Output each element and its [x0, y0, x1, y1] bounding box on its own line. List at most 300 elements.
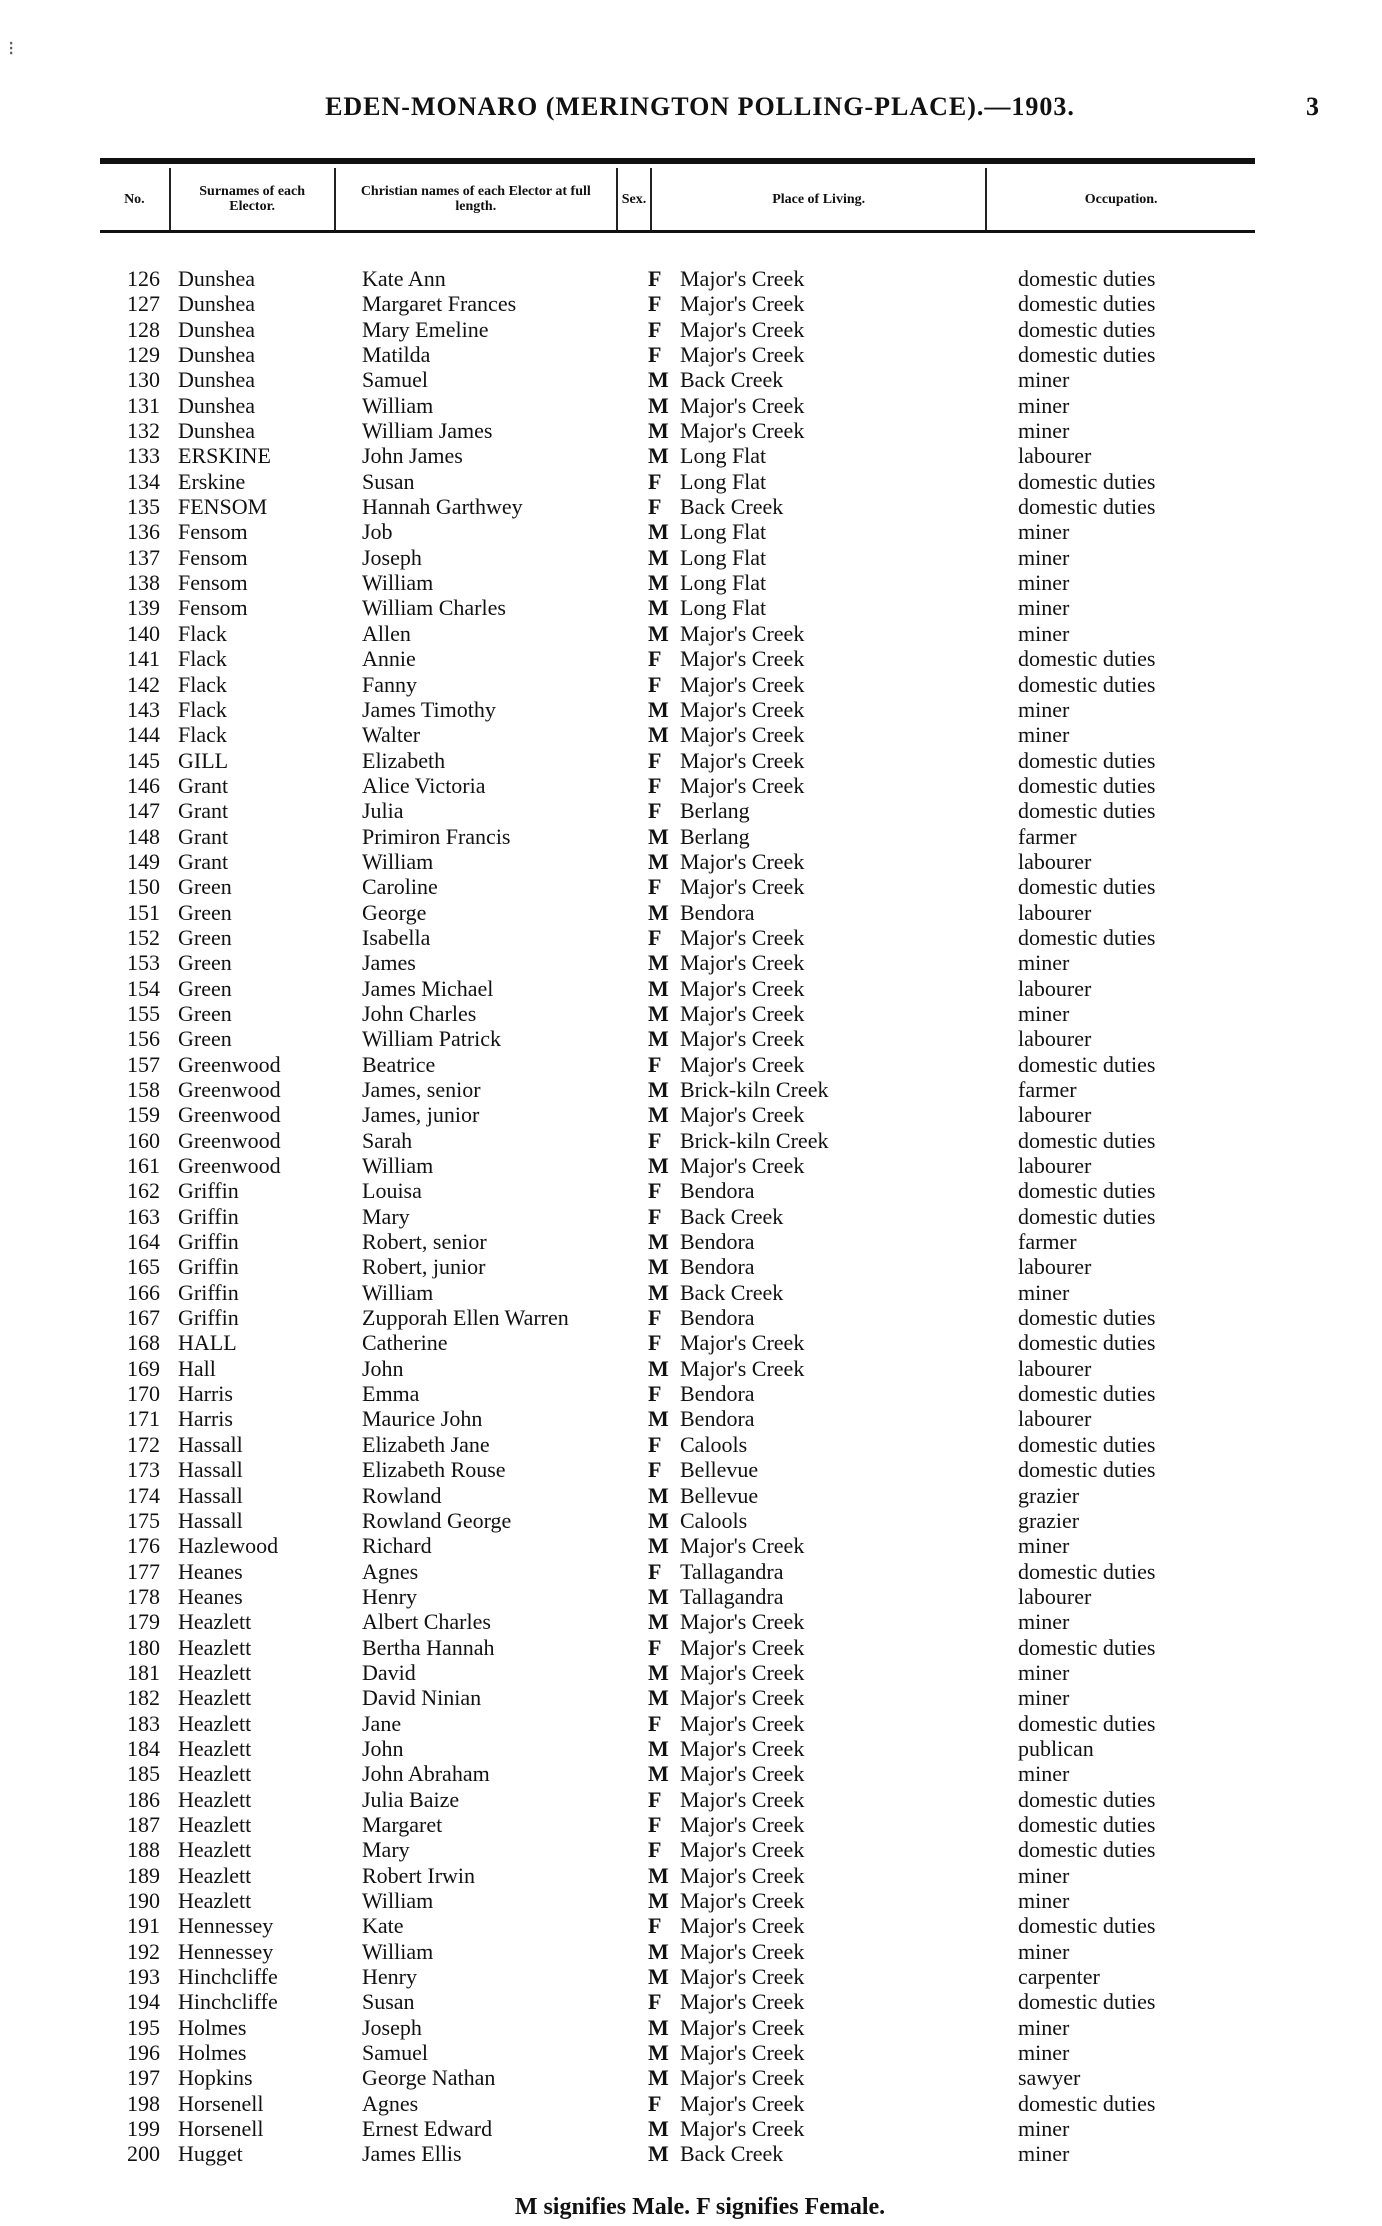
- elector-surname: Greenwood: [178, 1102, 281, 1128]
- elector-sex: M: [648, 1583, 669, 1609]
- elector-occupation: domestic duties: [1018, 1710, 1156, 1736]
- elector-number: 189: [127, 1862, 160, 1888]
- elector-place: Major's Creek: [680, 1685, 805, 1711]
- elector-christian-names: Julia Baize: [362, 1786, 460, 1812]
- table-row: [100, 570, 1255, 595]
- elector-christian-names: Alice Victoria: [362, 772, 486, 798]
- elector-sex: M: [648, 899, 669, 925]
- elector-occupation: domestic duties: [1018, 1178, 1156, 1204]
- header-occupation: Occupation.: [1084, 191, 1158, 207]
- elector-surname: Heazlett: [178, 1659, 252, 1685]
- elector-christian-names: Emma: [362, 1381, 420, 1407]
- elector-sex: M: [648, 1482, 669, 1508]
- elector-place: Tallagandra: [680, 1558, 784, 1584]
- elector-occupation: miner: [1018, 620, 1070, 646]
- elector-surname: Harris: [178, 1406, 233, 1432]
- elector-surname: Greenwood: [178, 1051, 281, 1077]
- elector-number: 159: [127, 1102, 160, 1128]
- elector-surname: Grant: [178, 772, 229, 798]
- table-row: [100, 1483, 1255, 1508]
- table-row: [100, 2141, 1255, 2166]
- elector-christian-names: Samuel: [362, 367, 428, 393]
- elector-sex: M: [648, 2040, 669, 2066]
- elector-surname: Hugget: [178, 2141, 243, 2167]
- table-row: [100, 469, 1255, 494]
- elector-number: 134: [127, 468, 160, 494]
- elector-christian-names: Susan: [362, 468, 415, 494]
- elector-surname: Greenwood: [178, 1077, 281, 1102]
- elector-number: 199: [127, 2116, 160, 2142]
- elector-number: 177: [127, 1558, 160, 1584]
- elector-sex: M: [648, 1229, 669, 1255]
- elector-occupation: farmer: [1018, 823, 1077, 849]
- elector-christian-names: William: [362, 1938, 434, 1964]
- elector-surname: Greenwood: [178, 1153, 281, 1179]
- elector-sex: M: [648, 722, 669, 748]
- elector-surname: Greenwood: [178, 1127, 281, 1153]
- table-row: [100, 1305, 1255, 1330]
- table-row: [100, 1888, 1255, 1913]
- elector-christian-names: William Patrick: [362, 1026, 502, 1052]
- elector-place: Major's Creek: [680, 2090, 805, 2116]
- elector-christian-names: Richard: [362, 1533, 432, 1559]
- elector-occupation: farmer: [1018, 1077, 1077, 1102]
- table-row: [100, 2040, 1255, 2065]
- elector-surname: Hall: [178, 1355, 216, 1381]
- elector-occupation: domestic duties: [1018, 1203, 1156, 1229]
- elector-number: 148: [127, 823, 160, 849]
- elector-occupation: domestic duties: [1018, 924, 1156, 950]
- elector-occupation: labourer: [1018, 1254, 1092, 1280]
- elector-place: Back Creek: [680, 494, 784, 520]
- elector-number: 152: [127, 924, 160, 950]
- elector-sex: F: [648, 798, 662, 824]
- elector-sex: F: [648, 1913, 662, 1939]
- elector-number: 145: [127, 747, 160, 773]
- elector-sex: F: [648, 1989, 662, 2015]
- elector-place: Bendora: [680, 1254, 755, 1280]
- table-row: [100, 2015, 1255, 2040]
- table-row: [100, 418, 1255, 443]
- elector-place: Long Flat: [680, 468, 767, 494]
- elector-number: 161: [127, 1153, 160, 1179]
- header-rule: [100, 158, 1255, 164]
- elector-sex: M: [648, 975, 669, 1001]
- elector-occupation: labourer: [1018, 1583, 1092, 1609]
- elector-number: 195: [127, 2014, 160, 2040]
- elector-surname: Griffin: [178, 1279, 239, 1305]
- table-row: [100, 798, 1255, 823]
- elector-occupation: grazier: [1018, 1507, 1080, 1533]
- elector-number: 198: [127, 2090, 160, 2116]
- elector-sex: M: [648, 620, 669, 646]
- elector-number: 135: [127, 494, 160, 520]
- header-christian: Christian names of each Elector at full length.: [336, 168, 618, 230]
- elector-number: 153: [127, 950, 160, 976]
- elector-occupation: domestic duties: [1018, 1457, 1156, 1483]
- table-row: [100, 1406, 1255, 1431]
- table-row: [100, 1584, 1255, 1609]
- elector-surname: Holmes: [178, 2014, 247, 2040]
- elector-place: Major's Creek: [680, 696, 805, 722]
- elector-occupation: miner: [1018, 1279, 1070, 1305]
- table-row: [100, 2116, 1255, 2141]
- elector-number: 162: [127, 1178, 160, 1204]
- elector-sex: F: [648, 671, 662, 697]
- elector-sex: M: [648, 519, 669, 545]
- elector-place: Long Flat: [680, 544, 767, 570]
- elector-place: Bellevue: [680, 1457, 759, 1483]
- elector-occupation: miner: [1018, 2141, 1070, 2167]
- elector-sex: M: [648, 696, 669, 722]
- elector-surname: Green: [178, 1026, 232, 1052]
- elector-christian-names: Margaret Frances: [362, 291, 517, 317]
- elector-christian-names: Zupporah Ellen Warren: [362, 1305, 569, 1331]
- elector-surname: Heazlett: [178, 1685, 252, 1711]
- elector-sex: F: [648, 924, 662, 950]
- elector-christian-names: James, senior: [362, 1077, 481, 1102]
- table-row: [100, 1254, 1255, 1279]
- elector-occupation: domestic duties: [1018, 494, 1156, 520]
- elector-number: 132: [127, 418, 160, 444]
- elector-place: Major's Creek: [680, 646, 805, 672]
- table-row: [100, 1001, 1255, 1026]
- elector-christian-names: Susan: [362, 1989, 415, 2015]
- elector-sex: F: [648, 1127, 662, 1153]
- table-row: [100, 1787, 1255, 1812]
- elector-surname: Hinchcliffe: [178, 1989, 278, 2015]
- elector-place: Bendora: [680, 1178, 755, 1204]
- elector-occupation: miner: [1018, 519, 1070, 545]
- elector-place: Bendora: [680, 899, 755, 925]
- elector-number: 184: [127, 1735, 160, 1761]
- header-surname: Surnames of each Elector.: [171, 168, 336, 230]
- elector-number: 176: [127, 1533, 160, 1559]
- elector-place: Major's Creek: [680, 1634, 805, 1660]
- elector-place: Major's Creek: [680, 1533, 805, 1559]
- elector-number: 165: [127, 1254, 160, 1280]
- elector-occupation: domestic duties: [1018, 1330, 1156, 1356]
- table-row: [100, 1913, 1255, 1938]
- elector-christian-names: Rowland: [362, 1482, 442, 1508]
- table-row: [100, 1330, 1255, 1355]
- elector-place: Major's Creek: [680, 722, 805, 748]
- elector-number: 169: [127, 1355, 160, 1381]
- elector-sex: M: [648, 1279, 669, 1305]
- elector-occupation: labourer: [1018, 848, 1092, 874]
- elector-christian-names: Julia: [362, 798, 404, 824]
- elector-surname: Hassall: [178, 1482, 243, 1508]
- elector-number: 197: [127, 2065, 160, 2091]
- elector-surname: Heazlett: [178, 1634, 252, 1660]
- elector-number: 144: [127, 722, 160, 748]
- elector-occupation: domestic duties: [1018, 1786, 1156, 1812]
- elector-occupation: miner: [1018, 1685, 1070, 1711]
- elector-number: 185: [127, 1761, 160, 1787]
- elector-place: Long Flat: [680, 443, 767, 469]
- elector-christian-names: Beatrice: [362, 1051, 436, 1077]
- elector-number: 178: [127, 1583, 160, 1609]
- elector-occupation: miner: [1018, 2040, 1070, 2066]
- elector-christian-names: John Charles: [362, 1000, 477, 1026]
- page-title: EDEN-MONARO (MERINGTON POLLING-PLACE).—1903.: [325, 92, 1075, 121]
- elector-surname: Dunshea: [178, 367, 255, 393]
- elector-number: 150: [127, 874, 160, 900]
- elector-christian-names: Robert Irwin: [362, 1862, 476, 1888]
- elector-number: 139: [127, 595, 160, 621]
- elector-place: Bendora: [680, 1229, 755, 1255]
- elector-place: Major's Creek: [680, 874, 805, 900]
- elector-christian-names: Annie: [362, 646, 416, 672]
- elector-occupation: domestic duties: [1018, 798, 1156, 824]
- elector-sex: F: [648, 1558, 662, 1584]
- elector-place: Calools: [680, 1431, 748, 1457]
- elector-occupation: domestic duties: [1018, 1913, 1156, 1939]
- elector-christian-names: James: [362, 950, 416, 976]
- elector-occupation: miner: [1018, 1888, 1070, 1913]
- elector-christian-names: William: [362, 1279, 434, 1305]
- elector-occupation: miner: [1018, 1659, 1070, 1685]
- table-row: [100, 621, 1255, 646]
- elector-christian-names: William James: [362, 418, 493, 444]
- elector-christian-names: David Ninian: [362, 1685, 482, 1711]
- elector-christian-names: James Michael: [362, 975, 494, 1001]
- elector-christian-names: Kate: [362, 1913, 404, 1939]
- elector-surname: Dunshea: [178, 291, 255, 317]
- elector-place: Major's Creek: [680, 2116, 805, 2142]
- elector-surname: Hopkins: [178, 2065, 253, 2091]
- elector-place: Major's Creek: [680, 747, 805, 773]
- elector-number: 190: [127, 1888, 160, 1913]
- elector-sex: M: [648, 1761, 669, 1787]
- elector-sex: F: [648, 1178, 662, 1204]
- elector-place: Tallagandra: [680, 1583, 784, 1609]
- elector-surname: Flack: [178, 620, 227, 646]
- elector-surname: Fensom: [178, 519, 248, 545]
- elector-place: Major's Creek: [680, 1989, 805, 2015]
- elector-sex: M: [648, 1938, 669, 1964]
- table-row: [100, 1609, 1255, 1634]
- elector-number: 151: [127, 899, 160, 925]
- table-row: [100, 1153, 1255, 1178]
- elector-occupation: domestic duties: [1018, 772, 1156, 798]
- elector-place: Berlang: [680, 798, 750, 824]
- elector-occupation: domestic duties: [1018, 1558, 1156, 1584]
- table-row: [100, 291, 1255, 316]
- elector-occupation: domestic duties: [1018, 1051, 1156, 1077]
- elector-occupation: domestic duties: [1018, 316, 1156, 342]
- elector-place: Bendora: [680, 1305, 755, 1331]
- elector-christian-names: Mary: [362, 1837, 410, 1863]
- table-header: [100, 168, 1255, 233]
- elector-number: 146: [127, 772, 160, 798]
- elector-sex: F: [648, 1786, 662, 1812]
- table-row: [100, 2091, 1255, 2116]
- elector-occupation: domestic duties: [1018, 2090, 1156, 2116]
- elector-occupation: miner: [1018, 570, 1070, 596]
- elector-number: 163: [127, 1203, 160, 1229]
- elector-sex: F: [648, 1381, 662, 1407]
- table-row: [100, 1280, 1255, 1305]
- elector-number: 126: [127, 266, 160, 291]
- table-row: [100, 824, 1255, 849]
- elector-occupation: labourer: [1018, 1355, 1092, 1381]
- elector-place: Calools: [680, 1507, 748, 1533]
- elector-occupation: miner: [1018, 1938, 1070, 1964]
- header-place: Place of Living.: [652, 168, 987, 230]
- elector-number: 193: [127, 1964, 160, 1990]
- elector-number: 171: [127, 1406, 160, 1432]
- elector-occupation: labourer: [1018, 1102, 1092, 1128]
- elector-christian-names: John James: [362, 443, 463, 469]
- elector-christian-names: Job: [362, 519, 393, 545]
- elector-surname: ERSKINE: [178, 443, 271, 469]
- elector-sex: M: [648, 1254, 669, 1280]
- elector-christian-names: Albert Charles: [362, 1609, 491, 1635]
- elector-surname: Heazlett: [178, 1837, 252, 1863]
- elector-number: 155: [127, 1000, 160, 1026]
- elector-place: Major's Creek: [680, 316, 805, 342]
- elector-place: Major's Creek: [680, 772, 805, 798]
- table-row: [100, 1102, 1255, 1127]
- elector-christian-names: Robert, junior: [362, 1254, 486, 1280]
- elector-sex: M: [648, 2065, 669, 2091]
- elector-number: 200: [127, 2141, 160, 2167]
- elector-christian-names: Matilda: [362, 342, 431, 368]
- elector-surname: Flack: [178, 696, 227, 722]
- elector-place: Major's Creek: [680, 1330, 805, 1356]
- elector-surname: Hassall: [178, 1431, 243, 1457]
- elector-christian-names: William: [362, 1888, 434, 1913]
- elector-number: 137: [127, 544, 160, 570]
- elector-number: 136: [127, 519, 160, 545]
- elector-christian-names: Mary: [362, 1203, 410, 1229]
- elector-surname: Fensom: [178, 595, 248, 621]
- table-row: [100, 874, 1255, 899]
- elector-place: Major's Creek: [680, 1102, 805, 1128]
- elector-occupation: miner: [1018, 722, 1070, 748]
- table-row: [100, 672, 1255, 697]
- elector-occupation: miner: [1018, 1000, 1070, 1026]
- table-row: [100, 317, 1255, 342]
- table-row: [100, 1178, 1255, 1203]
- table-row: [100, 1356, 1255, 1381]
- table-row: [100, 748, 1255, 773]
- elector-occupation: labourer: [1018, 1026, 1092, 1052]
- table-row: [100, 519, 1255, 544]
- elector-place: Major's Creek: [680, 950, 805, 976]
- elector-christian-names: Allen: [362, 620, 411, 646]
- elector-christian-names: David: [362, 1659, 416, 1685]
- elector-sex: F: [648, 291, 662, 317]
- table-row: [100, 1761, 1255, 1786]
- elector-place: Major's Creek: [680, 1026, 805, 1052]
- elector-surname: Hennessey: [178, 1938, 274, 1964]
- elector-number: 173: [127, 1457, 160, 1483]
- table-row: [100, 1711, 1255, 1736]
- elector-surname: Heazlett: [178, 1888, 252, 1913]
- elector-sex: M: [648, 2014, 669, 2040]
- elector-sex: F: [648, 1634, 662, 1660]
- elector-number: 142: [127, 671, 160, 697]
- elector-surname: Dunshea: [178, 316, 255, 342]
- elector-number: 128: [127, 316, 160, 342]
- table-row: [100, 1559, 1255, 1584]
- table-row: [100, 697, 1255, 722]
- elector-occupation: miner: [1018, 418, 1070, 444]
- elector-place: Major's Creek: [680, 924, 805, 950]
- elector-surname: Griffin: [178, 1254, 239, 1280]
- elector-place: Major's Creek: [680, 1609, 805, 1635]
- elector-sex: F: [648, 646, 662, 672]
- elector-surname: Dunshea: [178, 266, 255, 291]
- elector-christian-names: Primiron Francis: [362, 823, 511, 849]
- elector-christian-names: John: [362, 1355, 404, 1381]
- elector-christian-names: Louisa: [362, 1178, 422, 1204]
- elector-sex: M: [648, 367, 669, 393]
- elector-occupation: domestic duties: [1018, 1989, 1156, 2015]
- elector-number: 181: [127, 1659, 160, 1685]
- table-row: [100, 1812, 1255, 1837]
- margin-mark: ⁝: [8, 38, 15, 60]
- elector-surname: Hazlewood: [178, 1533, 279, 1559]
- elector-place: Major's Creek: [680, 1000, 805, 1026]
- elector-christian-names: George: [362, 899, 427, 925]
- elector-occupation: miner: [1018, 392, 1070, 418]
- elector-christian-names: Bertha Hannah: [362, 1634, 495, 1660]
- elector-surname: Heazlett: [178, 1761, 252, 1787]
- table-row: [100, 1204, 1255, 1229]
- elector-occupation: domestic duties: [1018, 747, 1156, 773]
- elector-place: Brick-kiln Creek: [680, 1127, 829, 1153]
- elector-sex: M: [648, 1862, 669, 1888]
- elector-place: Major's Creek: [680, 1938, 805, 1964]
- table-row: [100, 1432, 1255, 1457]
- elector-occupation: domestic duties: [1018, 1305, 1156, 1331]
- elector-place: Long Flat: [680, 595, 767, 621]
- elector-place: Berlang: [680, 823, 750, 849]
- elector-number: 157: [127, 1051, 160, 1077]
- elector-place: Major's Creek: [680, 671, 805, 697]
- elector-sex: M: [648, 1507, 669, 1533]
- elector-christian-names: Agnes: [362, 1558, 419, 1584]
- elector-christian-names: Fanny: [362, 671, 417, 697]
- elector-christian-names: Joseph: [362, 2014, 422, 2040]
- elector-surname: Heanes: [178, 1558, 243, 1584]
- elector-christian-names: Ernest Edward: [362, 2116, 493, 2142]
- elector-occupation: domestic duties: [1018, 671, 1156, 697]
- elector-christian-names: William Charles: [362, 595, 506, 621]
- elector-number: 172: [127, 1431, 160, 1457]
- elector-number: 127: [127, 291, 160, 317]
- elector-sex: M: [648, 544, 669, 570]
- elector-place: Back Creek: [680, 1279, 784, 1305]
- elector-occupation: domestic duties: [1018, 1381, 1156, 1407]
- elector-surname: Flack: [178, 722, 227, 748]
- elector-list: [100, 266, 1255, 2167]
- elector-surname: Heazlett: [178, 1710, 252, 1736]
- elector-place: Major's Creek: [680, 1735, 805, 1761]
- elector-place: Major's Creek: [680, 392, 805, 418]
- elector-sex: M: [648, 1406, 669, 1432]
- elector-sex: M: [648, 418, 669, 444]
- elector-place: Major's Creek: [680, 1888, 805, 1913]
- elector-place: Major's Creek: [680, 1964, 805, 1990]
- elector-christian-names: Henry: [362, 1964, 417, 1990]
- elector-occupation: domestic duties: [1018, 1811, 1156, 1837]
- elector-number: 170: [127, 1381, 160, 1407]
- elector-sex: M: [648, 570, 669, 596]
